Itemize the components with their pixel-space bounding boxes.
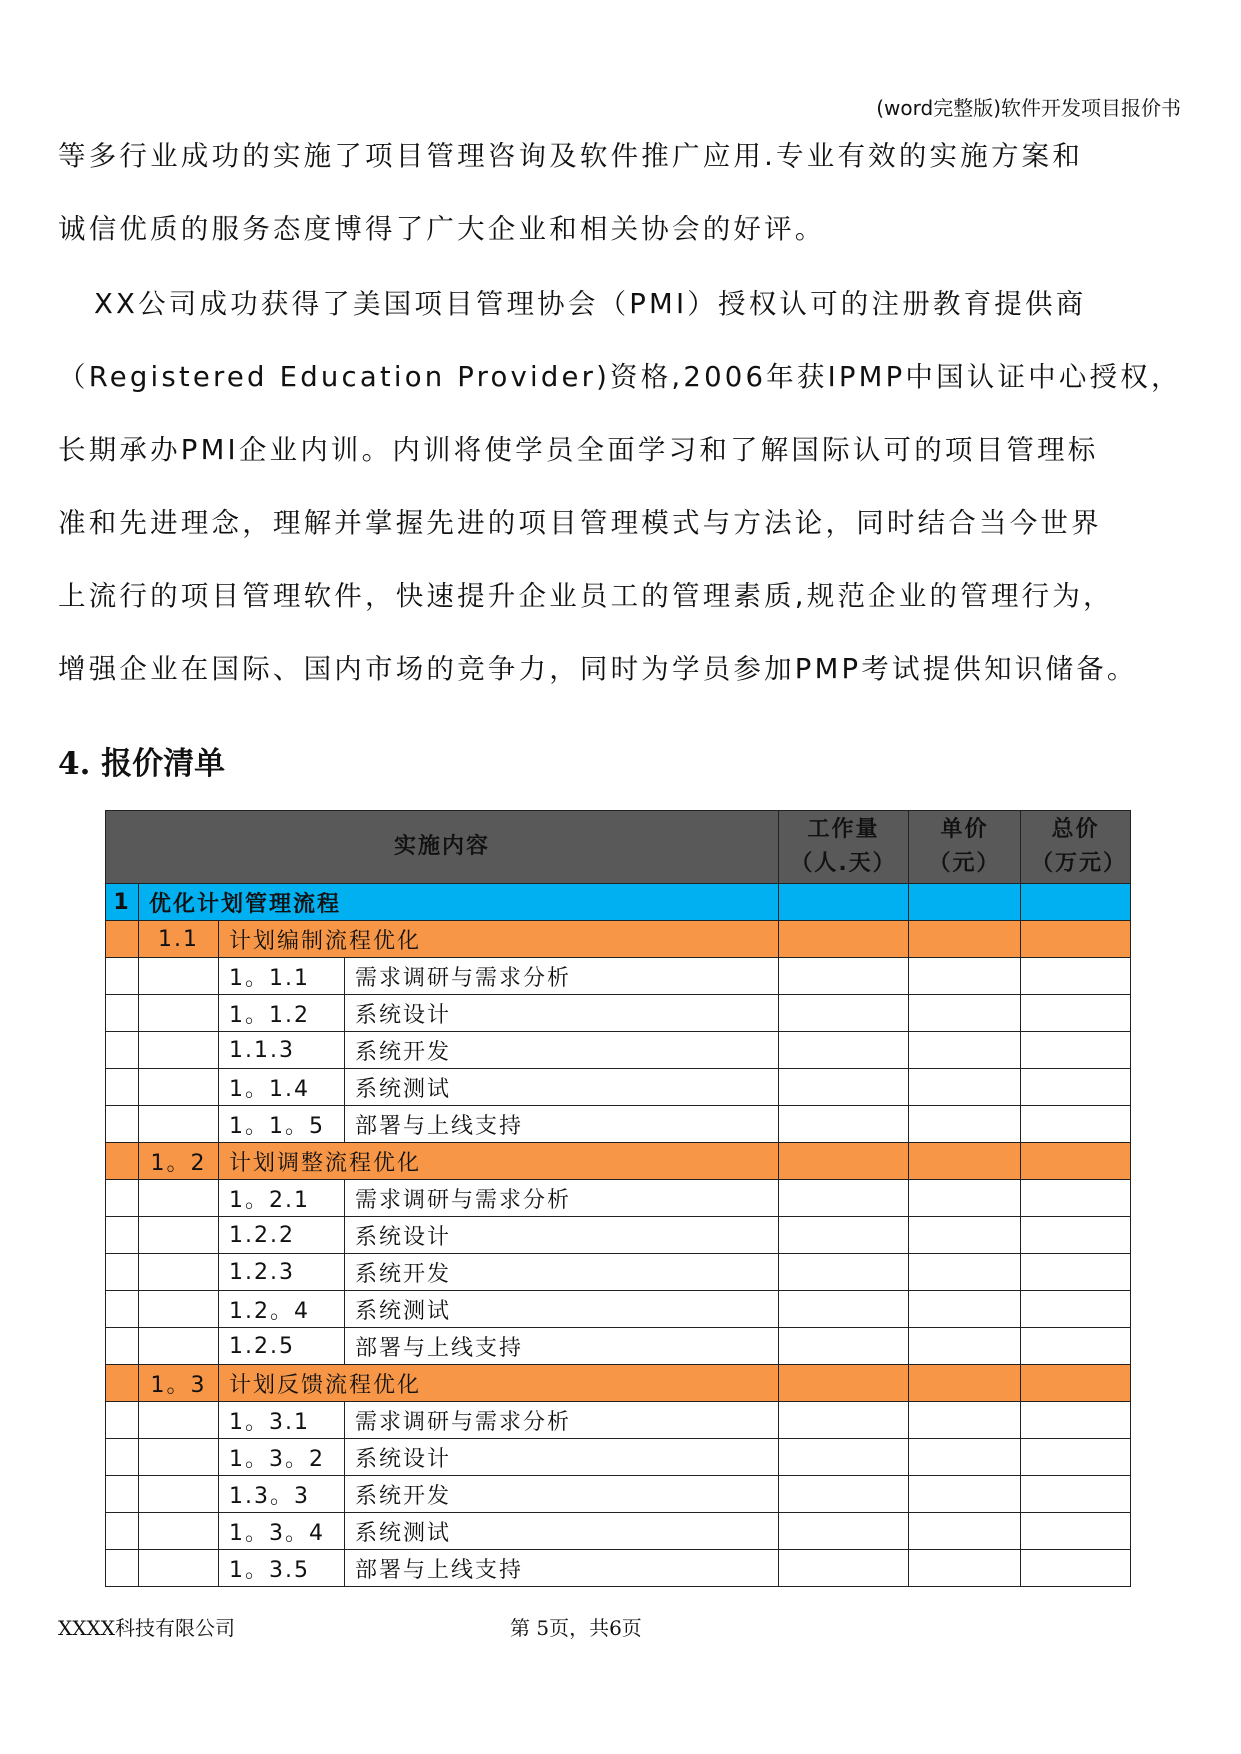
footer-company: XXXX科技有限公司 <box>58 1616 235 1640</box>
empty-cell <box>139 1476 219 1513</box>
total-cell <box>1021 1069 1131 1106</box>
paragraph-line: XX公司成功获得了美国项目管理协会（PMI）授权认可的注册教育提供商 <box>94 288 1087 320</box>
empty-cell <box>106 958 139 995</box>
section-title: 4. 报价清单 <box>58 746 226 782</box>
empty-cell <box>106 1550 139 1587</box>
total-cell <box>1021 1550 1131 1587</box>
total-cell <box>1021 1328 1131 1365</box>
table-row <box>106 1069 1131 1106</box>
empty-cell <box>106 921 139 958</box>
empty-cell <box>106 1254 139 1291</box>
item-title: 系统开发 <box>345 1254 779 1291</box>
item-number: 1.2.5 <box>219 1328 345 1365</box>
paragraph-intro-continued <box>58 120 1188 266</box>
empty-cell <box>139 1402 219 1439</box>
total-cell <box>1021 1439 1131 1476</box>
item-title: 系统开发 <box>345 1032 779 1069</box>
item-number: 1。3。2 <box>219 1439 345 1476</box>
item-number: 1.2。4 <box>219 1291 345 1328</box>
empty-cell <box>139 1513 219 1550</box>
header-workload <box>779 811 909 884</box>
subgroup-number: 1.1 <box>139 921 219 958</box>
empty-cell <box>139 958 219 995</box>
subgroup-number: 1。2 <box>139 1143 219 1180</box>
header-workload-label: 工作量 <box>807 817 880 842</box>
total-cell <box>1021 921 1131 958</box>
paragraph-line: 诚信优质的服务态度博得了广大企业和相关协会的好评。 <box>58 213 826 245</box>
total-cell <box>1021 1143 1131 1180</box>
unit-price-cell <box>909 1550 1021 1587</box>
header-workload-unit: （人.天） <box>790 851 897 876</box>
table-row <box>106 1291 1131 1328</box>
header-total <box>1021 811 1131 884</box>
item-number: 1。3。4 <box>219 1513 345 1550</box>
table-row <box>106 1180 1131 1217</box>
footer-page-number: 第 5页，共6页 <box>510 1616 642 1640</box>
table-row <box>106 1217 1131 1254</box>
item-number: 1.2.3 <box>219 1254 345 1291</box>
paragraph-line: （Registered Education Provider)资格,2006年获IPMP中国认证中心授权， <box>58 361 1182 393</box>
unit-price-cell <box>909 1402 1021 1439</box>
empty-cell <box>139 1254 219 1291</box>
header-content: 实施内容 <box>106 811 779 884</box>
empty-cell <box>106 1106 139 1143</box>
workload-cell <box>779 1254 909 1291</box>
empty-cell <box>106 1365 139 1402</box>
empty-cell <box>139 1291 219 1328</box>
empty-cell <box>139 1217 219 1254</box>
workload-cell <box>779 1365 909 1402</box>
workload-cell <box>779 1106 909 1143</box>
empty-cell <box>139 1032 219 1069</box>
table-row <box>106 1402 1131 1439</box>
paragraph-line: 增强企业在国际、国内市场的竞争力，同时为学员参加PMP考试提供知识储备。 <box>58 653 1138 685</box>
table-header-row <box>106 811 1131 884</box>
unit-price-cell <box>909 1032 1021 1069</box>
workload-cell <box>779 1069 909 1106</box>
header-unit-price-unit: （元） <box>928 851 1001 876</box>
item-number: 1.3。3 <box>219 1476 345 1513</box>
paragraph-company-credentials <box>58 268 1188 706</box>
item-number: 1.2.2 <box>219 1217 345 1254</box>
workload-cell <box>779 1550 909 1587</box>
document-header-title: (word完整版)软件开发项目报价书 <box>876 96 1181 120</box>
total-cell <box>1021 1365 1131 1402</box>
unit-price-cell <box>909 1106 1021 1143</box>
empty-cell <box>106 1069 139 1106</box>
subgroup-row <box>106 1143 1131 1180</box>
subgroup-title: 计划反馈流程优化 <box>219 1365 779 1402</box>
unit-price-cell <box>909 1476 1021 1513</box>
empty-cell <box>106 1439 139 1476</box>
empty-cell <box>106 995 139 1032</box>
item-title: 系统测试 <box>345 1291 779 1328</box>
total-cell <box>1021 1476 1131 1513</box>
item-title: 需求调研与需求分析 <box>345 1402 779 1439</box>
empty-cell <box>139 995 219 1032</box>
table-row <box>106 1550 1131 1587</box>
subgroup-title: 计划调整流程优化 <box>219 1143 779 1180</box>
unit-price-cell <box>909 1143 1021 1180</box>
item-number: 1。3.1 <box>219 1402 345 1439</box>
workload-cell <box>779 995 909 1032</box>
subgroup-row <box>106 921 1131 958</box>
item-title: 需求调研与需求分析 <box>345 1180 779 1217</box>
table-row <box>106 1328 1131 1365</box>
empty-cell <box>139 1328 219 1365</box>
empty-cell <box>139 1180 219 1217</box>
section-row-title: 优化计划管理流程 <box>139 884 779 921</box>
table-row <box>106 1513 1131 1550</box>
workload-cell <box>779 884 909 921</box>
unit-price-cell <box>909 958 1021 995</box>
workload-cell <box>779 1217 909 1254</box>
unit-price-cell <box>909 1365 1021 1402</box>
item-title: 系统测试 <box>345 1069 779 1106</box>
total-cell <box>1021 958 1131 995</box>
subgroup-number: 1。3 <box>139 1365 219 1402</box>
item-title: 系统开发 <box>345 1476 779 1513</box>
empty-cell <box>139 1439 219 1476</box>
workload-cell <box>779 1143 909 1180</box>
table-row <box>106 958 1131 995</box>
item-title: 系统测试 <box>345 1513 779 1550</box>
item-number: 1。1.2 <box>219 995 345 1032</box>
workload-cell <box>779 921 909 958</box>
workload-cell <box>779 1032 909 1069</box>
item-title: 部署与上线支持 <box>345 1550 779 1587</box>
total-cell <box>1021 1513 1131 1550</box>
empty-cell <box>139 1550 219 1587</box>
unit-price-cell <box>909 921 1021 958</box>
section-number: 1 <box>106 884 139 921</box>
header-total-unit: （万元） <box>1031 851 1128 876</box>
item-title: 部署与上线支持 <box>345 1328 779 1365</box>
empty-cell <box>106 1476 139 1513</box>
workload-cell <box>779 1328 909 1365</box>
total-cell <box>1021 1254 1131 1291</box>
table-row <box>106 1032 1131 1069</box>
paragraph-line: 上流行的项目管理软件，快速提升企业员工的管理素质,规范企业的管理行为， <box>58 580 1114 612</box>
total-cell <box>1021 1032 1131 1069</box>
empty-cell <box>139 1069 219 1106</box>
item-title: 系统设计 <box>345 995 779 1032</box>
item-number: 1。3.5 <box>219 1550 345 1587</box>
empty-cell <box>106 1291 139 1328</box>
workload-cell <box>779 1402 909 1439</box>
quotation-table <box>105 810 1131 1587</box>
unit-price-cell <box>909 1254 1021 1291</box>
table-row <box>106 1439 1131 1476</box>
empty-cell <box>106 1180 139 1217</box>
item-title: 系统设计 <box>345 1217 779 1254</box>
paragraph-line: 准和先进理念，理解并掌握先进的项目管理模式与方法论，同时结合当今世界 <box>58 507 1102 539</box>
total-cell <box>1021 1180 1131 1217</box>
item-title: 部署与上线支持 <box>345 1106 779 1143</box>
header-total-label: 总价 <box>1051 817 1100 842</box>
total-cell <box>1021 1106 1131 1143</box>
total-cell <box>1021 1402 1131 1439</box>
workload-cell <box>779 1180 909 1217</box>
item-number: 1。1.1 <box>219 958 345 995</box>
empty-cell <box>106 1143 139 1180</box>
paragraph-line: 等多行业成功的实施了项目管理咨询及软件推广应用.专业有效的实施方案和 <box>58 140 1084 172</box>
header-unit-price-label: 单价 <box>940 817 989 842</box>
paragraph-line: 长期承办PMI企业内训。内训将使学员全面学习和了解国际认可的项目管理标 <box>58 434 1099 466</box>
subgroup-title: 计划编制流程优化 <box>219 921 779 958</box>
total-cell <box>1021 884 1131 921</box>
unit-price-cell <box>909 1069 1021 1106</box>
workload-cell <box>779 958 909 995</box>
item-number: 1。1。5 <box>219 1106 345 1143</box>
empty-cell <box>106 1032 139 1069</box>
item-number: 1。2.1 <box>219 1180 345 1217</box>
empty-cell <box>139 1106 219 1143</box>
unit-price-cell <box>909 1291 1021 1328</box>
empty-cell <box>106 1328 139 1365</box>
table-row <box>106 995 1131 1032</box>
unit-price-cell <box>909 1328 1021 1365</box>
table-body <box>106 884 1131 1587</box>
empty-cell <box>106 1513 139 1550</box>
total-cell <box>1021 1291 1131 1328</box>
empty-cell <box>106 1217 139 1254</box>
workload-cell <box>779 1291 909 1328</box>
unit-price-cell <box>909 1513 1021 1550</box>
item-title: 需求调研与需求分析 <box>345 958 779 995</box>
subgroup-row <box>106 1365 1131 1402</box>
section-row <box>106 884 1131 921</box>
total-cell <box>1021 1217 1131 1254</box>
empty-cell <box>106 1402 139 1439</box>
table-row <box>106 1254 1131 1291</box>
item-number: 1.1.3 <box>219 1032 345 1069</box>
item-number: 1。1.4 <box>219 1069 345 1106</box>
unit-price-cell <box>909 1180 1021 1217</box>
workload-cell <box>779 1439 909 1476</box>
table-row <box>106 1476 1131 1513</box>
unit-price-cell <box>909 884 1021 921</box>
workload-cell <box>779 1513 909 1550</box>
table-row <box>106 1106 1131 1143</box>
workload-cell <box>779 1476 909 1513</box>
unit-price-cell <box>909 1217 1021 1254</box>
header-unit-price <box>909 811 1021 884</box>
unit-price-cell <box>909 995 1021 1032</box>
unit-price-cell <box>909 1439 1021 1476</box>
total-cell <box>1021 995 1131 1032</box>
item-title: 系统设计 <box>345 1439 779 1476</box>
